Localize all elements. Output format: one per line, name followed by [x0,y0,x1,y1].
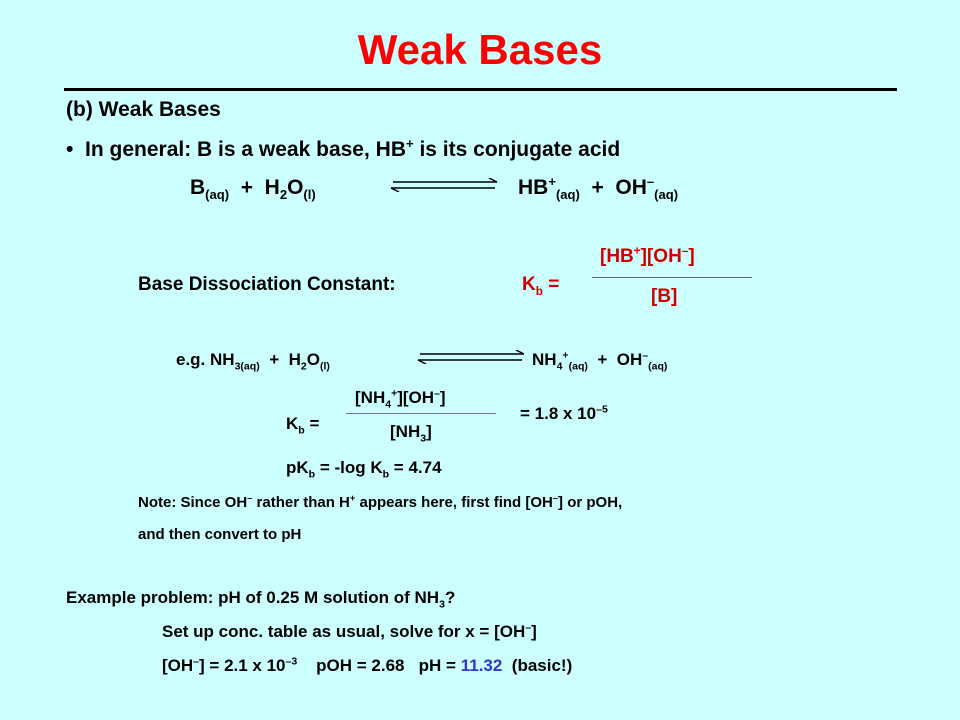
kb-label: Base Dissociation Constant: [138,274,396,295]
kb-denominator: [B] [651,286,678,307]
nh3-kb-denominator: $[NH_3]$ [390,422,432,445]
nh3-kb-fraction-bar [346,413,496,414]
example-step-1: Set up conc. table as usual, solve for x = [OH–] [162,621,537,641]
nh3-kb-value: = 1.8 x $10^{-5}$ [520,403,608,423]
note-line-1: Note: Since OH– rather than H+ appears here, first find [OH–] or pOH, [138,493,623,511]
kb-fraction-bar [592,277,752,278]
equilibrium-arrow-2 [412,350,530,364]
example-result: [OH–] = 2.1 x $10^{-3}$ pOH = 2.68 pH = 11.32 (basic!) [162,655,573,675]
title-divider [64,88,897,91]
reaction-products: $HB^+_{(aq)} + OH^-_{(aq)}$ [518,174,679,203]
equilibrium-arrow [385,178,503,192]
note-line-2: and then convert to pH [138,526,302,543]
nh3-kb-symbol: $K_b$ = [286,414,320,437]
kb-symbol: $K_b$ = [522,274,560,298]
kb-numerator: [HB+][OH–] [600,244,695,267]
example-reactants: e.g. $NH_{3(aq)} + H_2O_{(l)}$ [176,350,330,373]
ph-value: 11.32 [460,656,503,675]
example-problem: Example problem: pH of 0.25 M solution of $NH_3$? [66,588,456,611]
bullet-line: • In general: B is a weak base, HB+ is its conjugate acid [66,136,621,161]
poh-value: pOH = 2.68 [316,656,405,675]
page-title: Weak Bases [357,26,603,73]
section-heading: (b) Weak Bases [66,98,221,121]
nh3-kb-numerator: $[NH_4^+][OH^-]$ [355,387,446,411]
example-products: $NH_4^+_{(aq)} + OH^-_{(aq)}$ [532,349,668,373]
reaction-reactants: $B_{(aq)} + H_2O_{(l)}$ [190,176,316,203]
bullet-text: In general: B is a weak base, HB [85,138,406,161]
pkb-line: $pK_b = -\log$ $K_b = 4.74$ [286,458,442,481]
bullet-dot: • [66,138,74,161]
